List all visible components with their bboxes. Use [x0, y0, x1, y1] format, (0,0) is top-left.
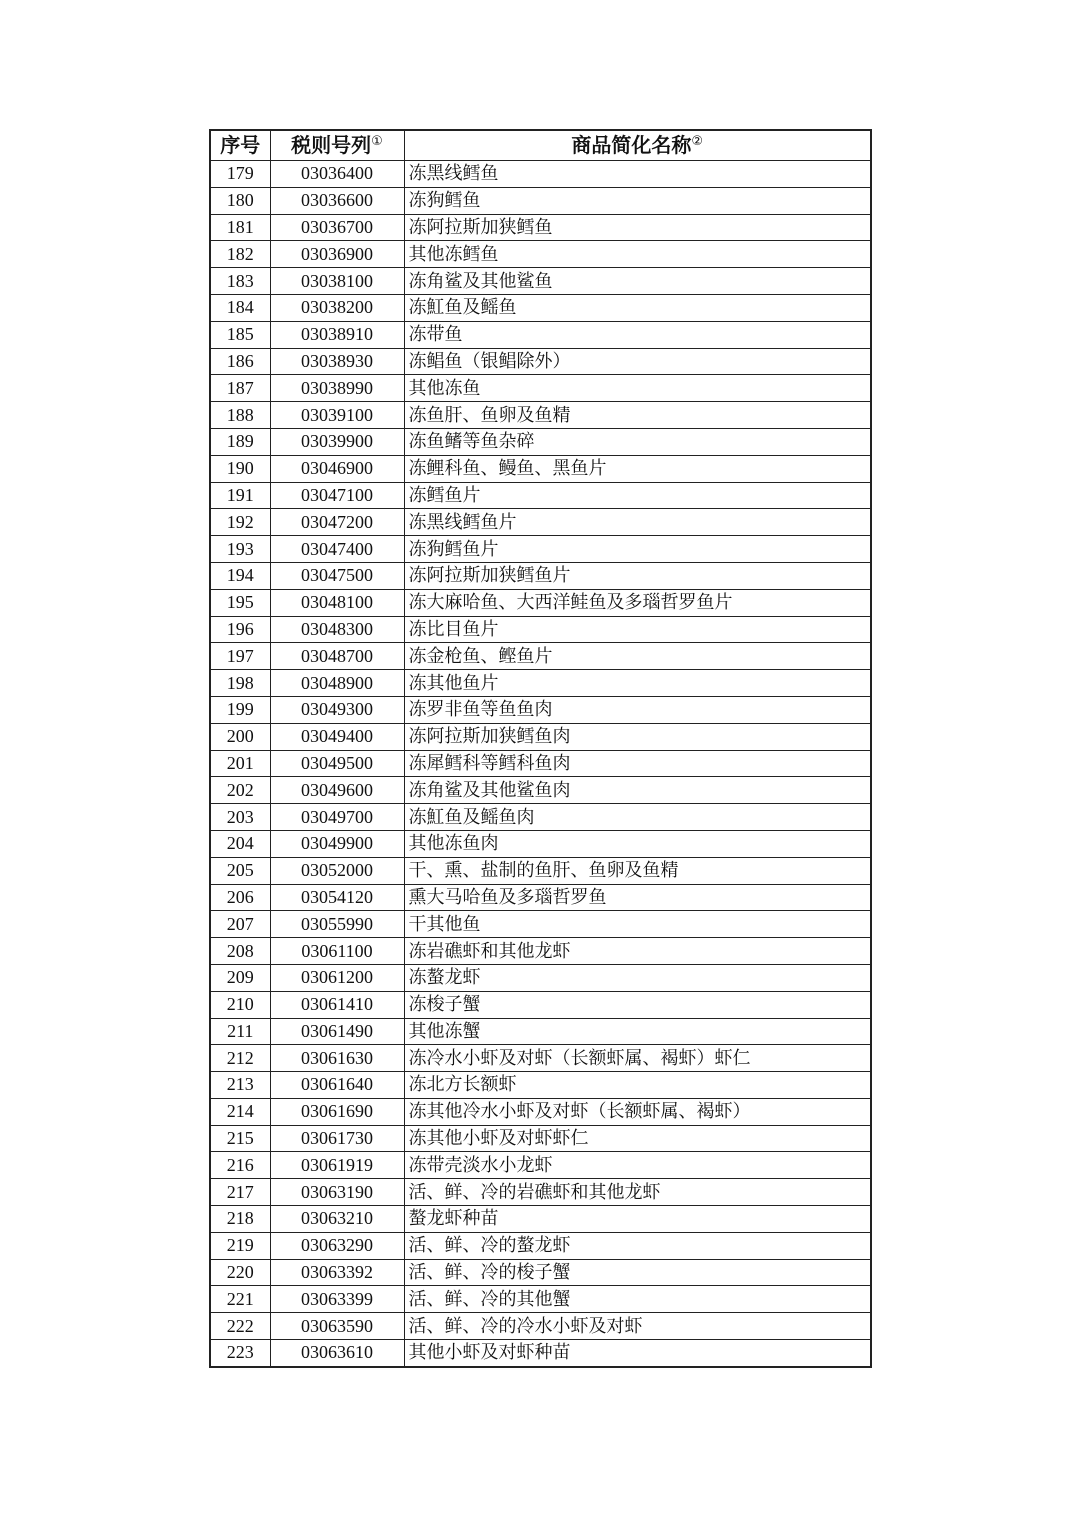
- tariff-code-cell: 03047200: [270, 509, 404, 536]
- product-name-cell: 冻鱼鳍等鱼杂碎: [404, 428, 871, 455]
- product-name-cell: 冻魟鱼及鳐鱼: [404, 294, 871, 321]
- product-name-cell: 冻其他冷水小虾及对虾（长额虾属、褐虾）: [404, 1098, 871, 1125]
- product-name-cell: 活、鲜、冷的岩礁虾和其他龙虾: [404, 1179, 871, 1206]
- table-row: [210, 696, 871, 723]
- seq-cell: 202: [210, 777, 270, 804]
- product-name-cell: 冻狗鳕鱼: [404, 187, 871, 214]
- product-name-cell: 冻角鲨及其他鲨鱼肉: [404, 777, 871, 804]
- table-row: [210, 750, 871, 777]
- table-row: [210, 1152, 871, 1179]
- table-row: [210, 991, 871, 1018]
- product-name-cell: 冻鱼肝、鱼卵及鱼精: [404, 402, 871, 429]
- tariff-code-cell: 03063590: [270, 1313, 404, 1340]
- seq-cell: 188: [210, 402, 270, 429]
- table-row: [210, 670, 871, 697]
- seq-cell: 179: [210, 161, 270, 188]
- product-name-cell: 冻其他鱼片: [404, 670, 871, 697]
- seq-cell: 217: [210, 1179, 270, 1206]
- product-name-cell: 其他冻鱼肉: [404, 830, 871, 857]
- seq-cell: 208: [210, 938, 270, 965]
- table-row: [210, 562, 871, 589]
- product-name-cell: 冻罗非鱼等鱼鱼肉: [404, 696, 871, 723]
- seq-cell: 189: [210, 428, 270, 455]
- product-name-cell: 冻鲳鱼（银鲳除外）: [404, 348, 871, 375]
- product-name-cell: 冻鳕鱼片: [404, 482, 871, 509]
- tariff-code-cell: 03039900: [270, 428, 404, 455]
- header-name: [404, 130, 871, 161]
- product-name-cell: 冻黑线鳕鱼片: [404, 509, 871, 536]
- tariff-code-cell: 03049600: [270, 777, 404, 804]
- table-row: [210, 857, 871, 884]
- product-name-cell: 其他冻鱼: [404, 375, 871, 402]
- seq-cell: 214: [210, 1098, 270, 1125]
- table-row: [210, 268, 871, 295]
- tariff-code-cell: 03049400: [270, 723, 404, 750]
- header-seq-label: 序号: [220, 133, 261, 157]
- table-row: [210, 589, 871, 616]
- table-row: [210, 241, 871, 268]
- product-name-cell: 冻阿拉斯加狭鳕鱼片: [404, 562, 871, 589]
- tariff-code-cell: 03063190: [270, 1179, 404, 1206]
- product-name-cell: 冻金枪鱼、鲣鱼片: [404, 643, 871, 670]
- tariff-code-cell: 03061730: [270, 1125, 404, 1152]
- product-name-cell: 冻大麻哈鱼、大西洋鲑鱼及多瑙哲罗鱼片: [404, 589, 871, 616]
- product-name-cell: 螯龙虾种苗: [404, 1206, 871, 1233]
- seq-cell: 201: [210, 750, 270, 777]
- table-row: [210, 830, 871, 857]
- product-name-cell: 冻北方长额虾: [404, 1072, 871, 1099]
- seq-cell: 211: [210, 1018, 270, 1045]
- tariff-code-cell: 03038990: [270, 375, 404, 402]
- tariff-code-cell: 03038200: [270, 294, 404, 321]
- tariff-code-cell: 03048300: [270, 616, 404, 643]
- tariff-code-cell: 03048700: [270, 643, 404, 670]
- tariff-code-cell: 03038910: [270, 321, 404, 348]
- seq-cell: 196: [210, 616, 270, 643]
- product-name-cell: 冻狗鳕鱼片: [404, 536, 871, 563]
- tariff-code-cell: 03061690: [270, 1098, 404, 1125]
- tariff-code-cell: 03038100: [270, 268, 404, 295]
- product-name-cell: 冻鲤科鱼、鳗鱼、黑鱼片: [404, 455, 871, 482]
- product-name-cell: 冻冷水小虾及对虾（长额虾属、褐虾）虾仁: [404, 1045, 871, 1072]
- table-row: [210, 1206, 871, 1233]
- header-code-label: 税则号列: [291, 133, 372, 157]
- table-row: [210, 723, 871, 750]
- seq-cell: 180: [210, 187, 270, 214]
- seq-cell: 220: [210, 1259, 270, 1286]
- table-row: [210, 616, 871, 643]
- product-name-cell: 冻角鲨及其他鲨鱼: [404, 268, 871, 295]
- footnote-mark-1: ①: [371, 134, 383, 149]
- table-row: [210, 1098, 871, 1125]
- seq-cell: 223: [210, 1340, 270, 1367]
- seq-cell: 191: [210, 482, 270, 509]
- product-name-cell: 其他小虾及对虾种苗: [404, 1340, 871, 1367]
- table-row: [210, 1286, 871, 1313]
- tariff-code-cell: 03052000: [270, 857, 404, 884]
- seq-cell: 197: [210, 643, 270, 670]
- seq-cell: 200: [210, 723, 270, 750]
- product-name-cell: 冻梭子蟹: [404, 991, 871, 1018]
- table-row: [210, 777, 871, 804]
- tariff-code-cell: 03061200: [270, 964, 404, 991]
- tariff-code-cell: 03047100: [270, 482, 404, 509]
- table-row: [210, 1259, 871, 1286]
- tariff-code-cell: 03054120: [270, 884, 404, 911]
- tariff-code-cell: 03063210: [270, 1206, 404, 1233]
- seq-cell: 198: [210, 670, 270, 697]
- table-body: [210, 161, 871, 1367]
- table-row: [210, 1232, 871, 1259]
- product-name-cell: 冻比目鱼片: [404, 616, 871, 643]
- seq-cell: 210: [210, 991, 270, 1018]
- table-header: [210, 130, 871, 161]
- seq-cell: 195: [210, 589, 270, 616]
- seq-cell: 222: [210, 1313, 270, 1340]
- product-name-cell: 活、鲜、冷的梭子蟹: [404, 1259, 871, 1286]
- product-name-cell: 冻其他小虾及对虾虾仁: [404, 1125, 871, 1152]
- tariff-code-cell: 03048100: [270, 589, 404, 616]
- tariff-code-cell: 03061100: [270, 938, 404, 965]
- seq-cell: 218: [210, 1206, 270, 1233]
- tariff-code-cell: 03039100: [270, 402, 404, 429]
- product-name-cell: 干、熏、盐制的鱼肝、鱼卵及鱼精: [404, 857, 871, 884]
- table-row: [210, 214, 871, 241]
- tariff-code-cell: 03036600: [270, 187, 404, 214]
- product-name-cell: 冻带鱼: [404, 321, 871, 348]
- product-name-cell: 熏大马哈鱼及多瑙哲罗鱼: [404, 884, 871, 911]
- seq-cell: 199: [210, 696, 270, 723]
- table-row: [210, 321, 871, 348]
- product-name-cell: 活、鲜、冷的螯龙虾: [404, 1232, 871, 1259]
- seq-cell: 209: [210, 964, 270, 991]
- seq-cell: 190: [210, 455, 270, 482]
- tariff-code-cell: 03047400: [270, 536, 404, 563]
- table-row: [210, 402, 871, 429]
- tariff-table: [209, 129, 872, 1368]
- table-row: [210, 294, 871, 321]
- seq-cell: 205: [210, 857, 270, 884]
- tariff-code-cell: 03036900: [270, 241, 404, 268]
- table-row: [210, 1045, 871, 1072]
- tariff-code-cell: 03047500: [270, 562, 404, 589]
- seq-cell: 193: [210, 536, 270, 563]
- seq-cell: 207: [210, 911, 270, 938]
- table-row: [210, 1018, 871, 1045]
- tariff-code-cell: 03049700: [270, 804, 404, 831]
- header-code: [270, 130, 404, 161]
- header-seq: [210, 130, 270, 161]
- footnote-mark-2: ②: [691, 134, 704, 149]
- table-row: [210, 375, 871, 402]
- seq-cell: 206: [210, 884, 270, 911]
- header-name-label: 商品简化名称: [571, 133, 692, 157]
- table-row: [210, 455, 871, 482]
- seq-cell: 213: [210, 1072, 270, 1099]
- product-name-cell: 其他冻鳕鱼: [404, 241, 871, 268]
- tariff-code-cell: 03038930: [270, 348, 404, 375]
- product-name-cell: 冻黑线鳕鱼: [404, 161, 871, 188]
- product-name-cell: 冻带壳淡水小龙虾: [404, 1152, 871, 1179]
- tariff-code-cell: 03036400: [270, 161, 404, 188]
- product-name-cell: 冻犀鳕科等鳕科鱼肉: [404, 750, 871, 777]
- product-name-cell: 冻阿拉斯加狭鳕鱼: [404, 214, 871, 241]
- tariff-code-cell: 03063610: [270, 1340, 404, 1367]
- table-row: [210, 938, 871, 965]
- seq-cell: 216: [210, 1152, 270, 1179]
- tariff-code-cell: 03061410: [270, 991, 404, 1018]
- seq-cell: 221: [210, 1286, 270, 1313]
- seq-cell: 204: [210, 830, 270, 857]
- tariff-code-cell: 03049500: [270, 750, 404, 777]
- table-row: [210, 1340, 871, 1367]
- seq-cell: 187: [210, 375, 270, 402]
- seq-cell: 194: [210, 562, 270, 589]
- seq-cell: 182: [210, 241, 270, 268]
- seq-cell: 219: [210, 1232, 270, 1259]
- header-row: [210, 130, 871, 161]
- table-row: [210, 482, 871, 509]
- seq-cell: 181: [210, 214, 270, 241]
- table-row: [210, 804, 871, 831]
- product-name-cell: 冻魟鱼及鳐鱼肉: [404, 804, 871, 831]
- table-row: [210, 911, 871, 938]
- tariff-code-cell: 03049300: [270, 696, 404, 723]
- product-name-cell: 冻岩礁虾和其他龙虾: [404, 938, 871, 965]
- table-row: [210, 536, 871, 563]
- seq-cell: 203: [210, 804, 270, 831]
- table-row: [210, 643, 871, 670]
- tariff-code-cell: 03046900: [270, 455, 404, 482]
- product-name-cell: 干其他鱼: [404, 911, 871, 938]
- tariff-code-cell: 03063392: [270, 1259, 404, 1286]
- table-row: [210, 1179, 871, 1206]
- table-row: [210, 1072, 871, 1099]
- table-row: [210, 884, 871, 911]
- product-name-cell: 活、鲜、冷的冷水小虾及对虾: [404, 1313, 871, 1340]
- tariff-code-cell: 03061490: [270, 1018, 404, 1045]
- table-row: [210, 161, 871, 188]
- tariff-code-cell: 03063290: [270, 1232, 404, 1259]
- table-row: [210, 1313, 871, 1340]
- tariff-code-cell: 03063399: [270, 1286, 404, 1313]
- tariff-code-cell: 03048900: [270, 670, 404, 697]
- product-name-cell: 活、鲜、冷的其他蟹: [404, 1286, 871, 1313]
- seq-cell: 186: [210, 348, 270, 375]
- seq-cell: 183: [210, 268, 270, 295]
- table-row: [210, 509, 871, 536]
- tariff-code-cell: 03036700: [270, 214, 404, 241]
- table-row: [210, 187, 871, 214]
- product-name-cell: 冻阿拉斯加狭鳕鱼肉: [404, 723, 871, 750]
- product-name-cell: 冻螯龙虾: [404, 964, 871, 991]
- seq-cell: 215: [210, 1125, 270, 1152]
- seq-cell: 192: [210, 509, 270, 536]
- table-row: [210, 428, 871, 455]
- table-row: [210, 964, 871, 991]
- tariff-code-cell: 03061630: [270, 1045, 404, 1072]
- seq-cell: 184: [210, 294, 270, 321]
- tariff-code-cell: 03049900: [270, 830, 404, 857]
- table-row: [210, 1125, 871, 1152]
- table-row: [210, 348, 871, 375]
- seq-cell: 185: [210, 321, 270, 348]
- product-name-cell: 其他冻蟹: [404, 1018, 871, 1045]
- seq-cell: 212: [210, 1045, 270, 1072]
- tariff-code-cell: 03061640: [270, 1072, 404, 1099]
- tariff-code-cell: 03055990: [270, 911, 404, 938]
- tariff-code-cell: 03061919: [270, 1152, 404, 1179]
